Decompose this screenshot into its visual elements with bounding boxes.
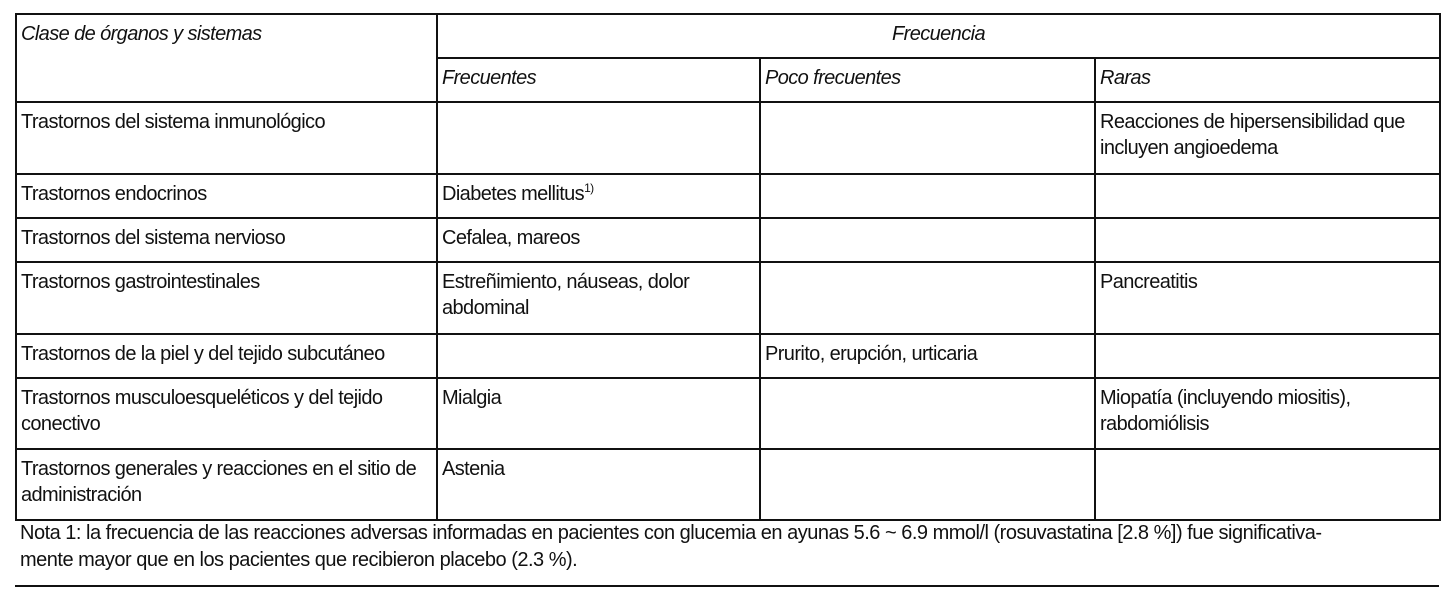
frequent-cell: Cefalea, mareos (437, 218, 760, 262)
table-row (16, 262, 1440, 334)
table-row (16, 378, 1440, 449)
table-row (16, 334, 1440, 378)
rare-cell (1095, 334, 1440, 378)
frequent-cell (437, 334, 760, 378)
header-frequency: Frecuencia (437, 14, 1440, 58)
organ-cell: Trastornos musculoesqueléticos y del tejido conectivo (16, 378, 437, 449)
frequent-cell (437, 174, 760, 218)
header-frequent: Frecuentes (437, 58, 760, 102)
adverse-reactions-table-wrapper (15, 13, 1439, 521)
bottom-divider (15, 585, 1439, 587)
organ-cell: Trastornos de la piel y del tejido subcutáneo (16, 334, 437, 378)
footnote-marker: 1) (584, 181, 594, 195)
table-row (16, 102, 1440, 174)
organ-cell: Trastornos gastrointestinales (16, 262, 437, 334)
header-organ-class: Clase de órganos y sistemas (16, 14, 437, 102)
table-row (16, 174, 1440, 218)
rare-cell: Reacciones de hipersensibilidad que incluyen angioedema (1095, 102, 1440, 174)
uncommon-cell (760, 449, 1095, 520)
frequent-text: Diabetes mellitus (442, 183, 585, 205)
uncommon-cell: Prurito, erupción, urticaria (760, 334, 1095, 378)
frequent-cell: Estreñimiento, náuseas, dolor abdominal (437, 262, 760, 334)
adverse-reactions-table (15, 13, 1441, 521)
uncommon-cell (760, 102, 1095, 174)
rare-cell (1095, 449, 1440, 520)
frequent-cell (437, 102, 760, 174)
frequent-cell: Mialgia (437, 378, 760, 449)
organ-cell: Trastornos del sistema inmunológico (16, 102, 437, 174)
frequent-cell: Astenia (437, 449, 760, 520)
organ-cell: Trastornos endocrinos (16, 174, 437, 218)
uncommon-cell (760, 218, 1095, 262)
uncommon-cell (760, 262, 1095, 334)
table-row (16, 449, 1440, 520)
footnote-line-2: mente mayor que en los pacientes que recibieron placebo (2.3 %). (20, 549, 578, 571)
rare-cell (1095, 218, 1440, 262)
header-row-1 (16, 14, 1440, 58)
uncommon-cell (760, 174, 1095, 218)
rare-cell: Miopatía (incluyendo miositis), rabdomiólisis (1095, 378, 1440, 449)
organ-cell: Trastornos generales y reacciones en el sitio de administración (16, 449, 437, 520)
organ-cell: Trastornos del sistema nervioso (16, 218, 437, 262)
rare-cell: Pancreatitis (1095, 262, 1440, 334)
uncommon-cell (760, 378, 1095, 449)
footnote-line-1: Nota 1: la frecuencia de las reacciones adversas informadas en pacientes con glucemia en ayunas 5.6 ~ 6.9 mmol/l (rosuvastatina [2.8 %]) fue significativa- (20, 522, 1322, 544)
rare-cell (1095, 174, 1440, 218)
footnote (20, 520, 1440, 574)
table-row (16, 218, 1440, 262)
header-uncommon: Poco frecuentes (760, 58, 1095, 102)
header-rare: Raras (1095, 58, 1440, 102)
